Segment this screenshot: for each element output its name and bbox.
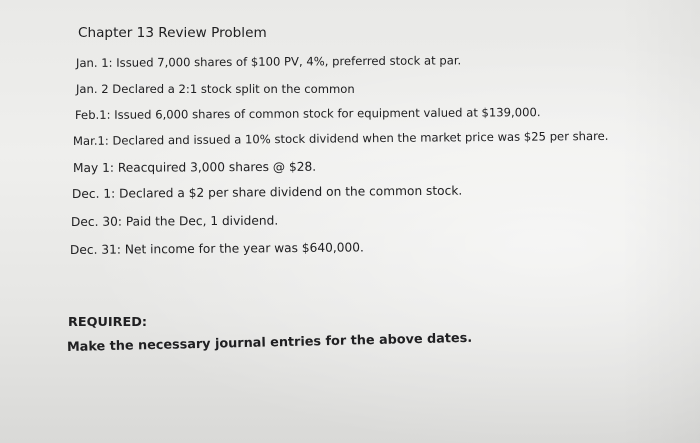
entry-dec-30: Dec. 30: Paid the Dec, 1 dividend. [70,213,279,229]
entry-dec-1: Dec. 1: Declared a $2 per share dividend on the common stock. [71,183,463,201]
entry-mar-1: Mar.1: Declared and issued a 10% stock dividend when the market price was $25 per share. [72,128,609,148]
required-instruction: Make the necessary journal entries for the above dates. [66,330,473,355]
document-title: Chapter 13 Review Problem [78,25,267,41]
entry-dec-31: Dec. 31: Net income for the year was $640,000. [69,240,364,257]
entry-jan-2: Jan. 2 Declared a 2:1 stock split on the common [76,82,355,96]
entry-jan-1: Jan. 1: Issued 7,000 shares of $100 PV, 4%, preferred stock at par. [75,53,462,70]
entry-feb-1: Feb.1: Issued 6,000 shares of common stock for equipment valued at $139,000. [74,105,541,122]
entry-may-1: May 1: Reacquired 3,000 shares @ $28. [72,159,317,175]
required-heading: REQUIRED: [68,315,147,330]
